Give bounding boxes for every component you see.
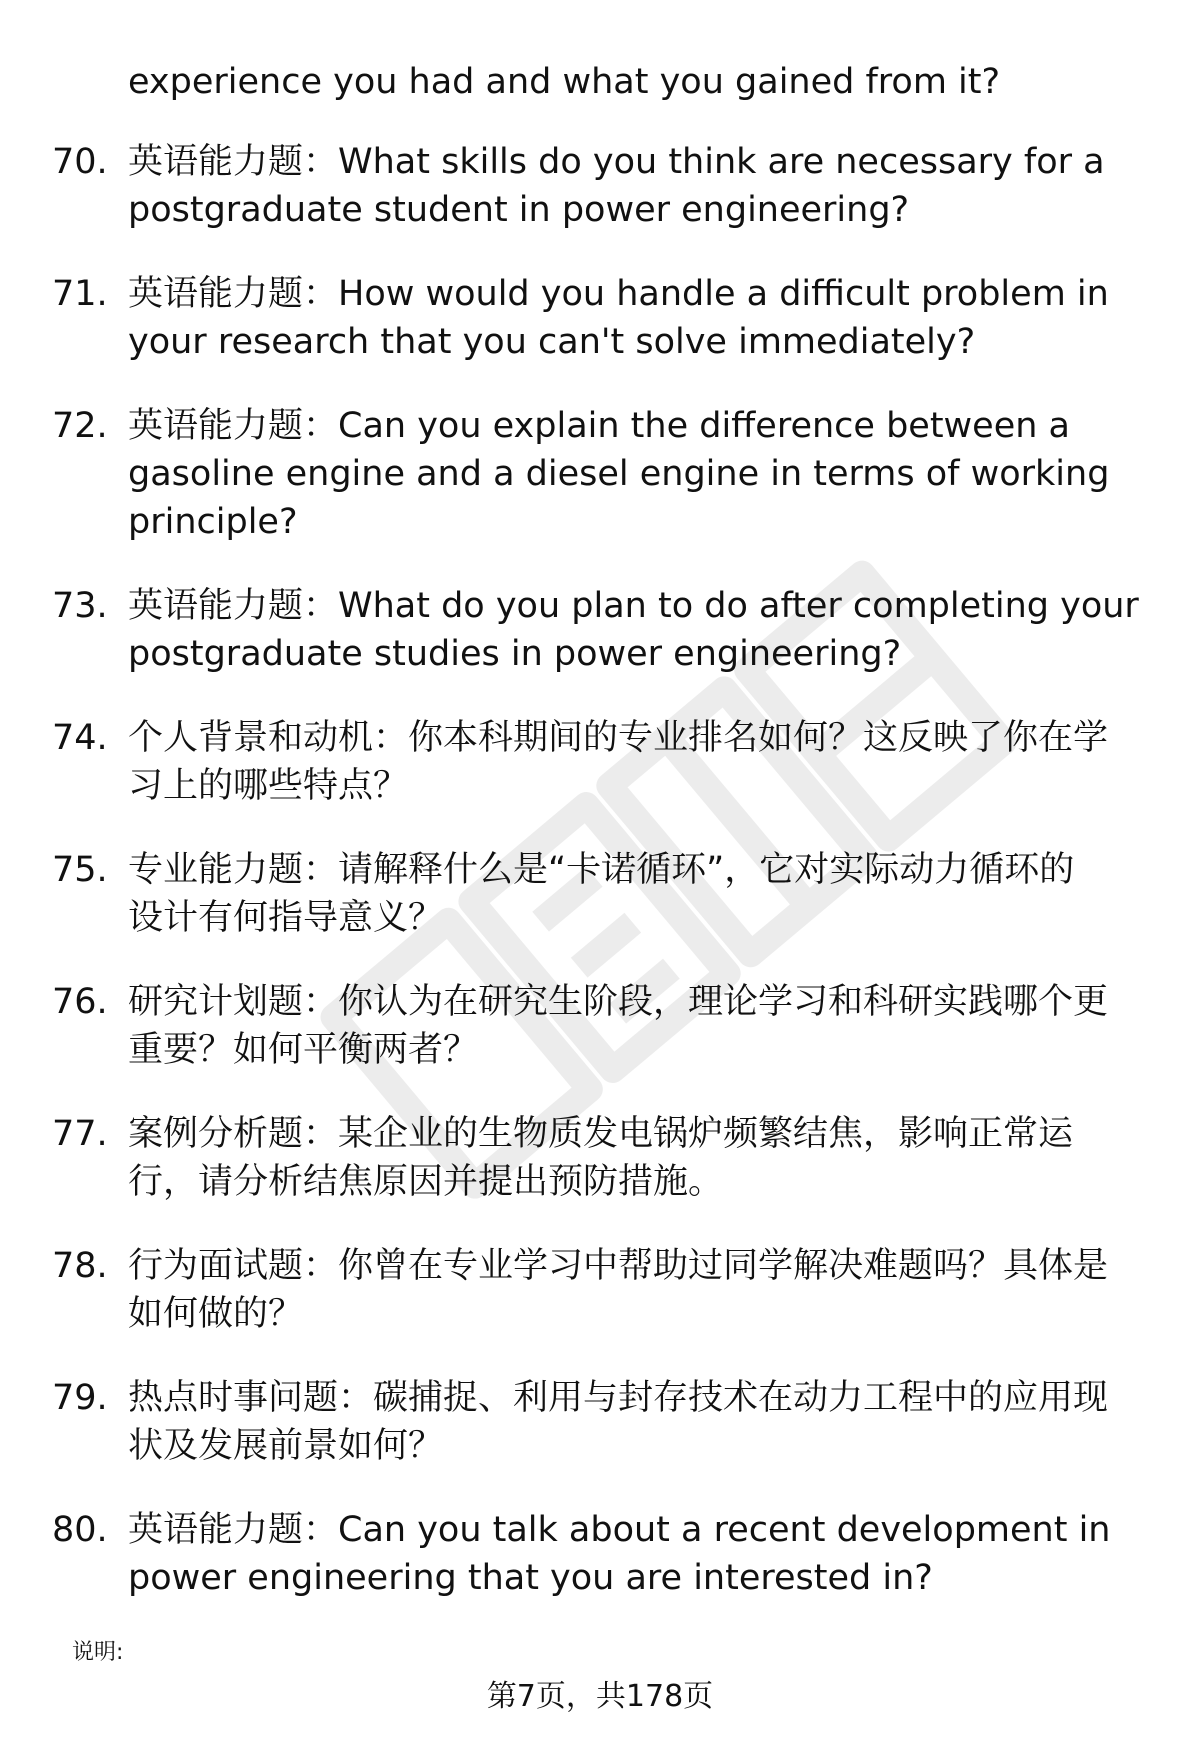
question-number: 76. (52, 982, 108, 1022)
question-text-line: 英语能力题：Can you talk about a recent development in (128, 1510, 1111, 1550)
question-text (128, 978, 1148, 1074)
question-text-line: 英语能力题：Can you explain the difference between a (128, 406, 1070, 446)
question-text (128, 270, 1148, 366)
question-number: 73. (52, 586, 108, 626)
question-text (128, 582, 1148, 678)
question-item (0, 138, 1200, 234)
question-text-line: 状及发展前景如何？ (128, 1426, 444, 1466)
question-number: 78. (52, 1246, 108, 1286)
question-text-line: 行，请分析结焦原因并提出预防措施。 (128, 1162, 724, 1202)
question-text-line: 重要？如何平衡两者？ (128, 1030, 479, 1070)
question-number: 77. (52, 1114, 108, 1154)
question-item (0, 1242, 1200, 1338)
question-number: 80. (52, 1510, 108, 1550)
question-text-line: postgraduate student in power engineering? (128, 190, 910, 230)
question-text-line: 习上的哪些特点？ (128, 766, 409, 806)
question-text-line: power engineering that you are interested in? (128, 1558, 933, 1598)
question-text-line: postgraduate studies in power engineering? (128, 634, 902, 674)
question-text (128, 402, 1148, 546)
question-text-line: principle? (128, 502, 298, 542)
question-number: 79. (52, 1378, 108, 1418)
question-text-line: 专业能力题：请解释什么是“卡诺循环”，它对实际动力循环的 (128, 850, 1075, 890)
question-item (0, 714, 1200, 810)
question-item (0, 582, 1200, 678)
question-item (0, 846, 1200, 942)
question-text-line: 行为面试题：你曾在专业学习中帮助过同学解决难题吗？具体是 (128, 1246, 1109, 1286)
question-text-line: your research that you can't solve immediately? (128, 322, 976, 362)
question-number: 75. (52, 850, 108, 890)
question-text (128, 138, 1148, 234)
question-list (0, 138, 1200, 1638)
question-text-line: 研究计划题：你认为在研究生阶段，理论学习和科研实践哪个更 (128, 982, 1109, 1022)
page-indicator: 第7页，共178页 (486, 1679, 714, 1714)
question-text (128, 846, 1148, 942)
question-text (128, 714, 1148, 810)
question-text-line: 设计有何指导意义？ (128, 898, 444, 938)
question-text-line: 如何做的？ (128, 1294, 304, 1334)
question-text (128, 1506, 1148, 1602)
question-text-line: 英语能力题：How would you handle a difficult problem in (128, 274, 1109, 314)
question-text-line: 英语能力题：What skills do you think are necessary for a (128, 142, 1105, 182)
question-item (0, 1374, 1200, 1470)
question-text-line: 英语能力题：What do you plan to do after completing your (128, 586, 1139, 626)
question-text-line: 个人背景和动机：你本科期间的专业排名如何？这反映了你在学 (128, 718, 1109, 758)
question-text (128, 1374, 1148, 1470)
question-number: 74. (52, 718, 108, 758)
question-item (0, 978, 1200, 1074)
question-number: 70. (52, 142, 108, 182)
footnote-label: 说明: (72, 1640, 124, 1665)
question-item (0, 1506, 1200, 1602)
question-item (0, 1110, 1200, 1206)
question-text (128, 1242, 1148, 1338)
question-item (0, 270, 1200, 366)
question-number: 72. (52, 406, 108, 446)
question-item (0, 402, 1200, 546)
question-text (128, 1110, 1148, 1206)
question-text-line: 案例分析题：某企业的生物质发电锅炉频繁结焦，影响正常运 (128, 1114, 1074, 1154)
continued-question-text: experience you had and what you gained from it? (128, 62, 1001, 102)
question-text-line: gasoline engine and a diesel engine in terms of working (128, 454, 1110, 494)
question-number: 71. (52, 274, 108, 314)
question-text-line: 热点时事问题：碳捕捉、利用与封存技术在动力工程中的应用现 (128, 1378, 1109, 1418)
